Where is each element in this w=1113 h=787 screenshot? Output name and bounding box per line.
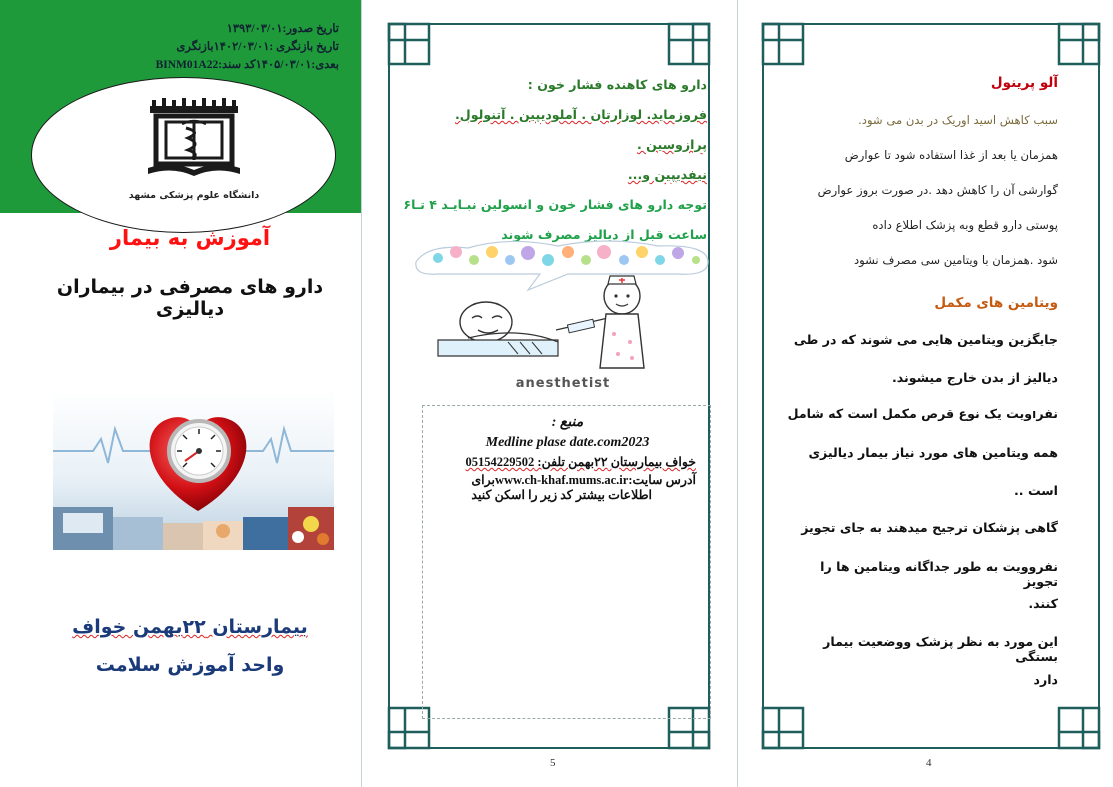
source-box	[422, 405, 711, 719]
frame-corner-ornament-icon	[668, 23, 710, 65]
timing-note: توجه دارو های فشار خون و انسولین نبـایـد ۴ تـا۶	[403, 197, 707, 212]
bp-drug-list: فروزماید. لوزارتان . آملودیپین . آتنولول. پرازوسین .	[455, 107, 707, 152]
allopurinol-line: گوارشی آن را کاهش دهد .در صورت بروز عوارض	[817, 183, 1058, 197]
column-divider-right	[737, 0, 738, 787]
heart-gauge-collage-image	[53, 389, 334, 550]
allopurinol-line: پوستی دارو قطع وبه پزشک اطلاع داده	[872, 218, 1058, 232]
frame-corner-ornament-icon	[762, 707, 804, 749]
vitamin-line: دیالیز از بدن خارج میشوند.	[891, 370, 1058, 385]
allopurinol-heading: آلو پرینول	[990, 75, 1058, 91]
frame-corner-ornament-icon	[388, 23, 430, 65]
vitamin-line: جایگزین ویتامین هایی می شوند که در طی	[793, 332, 1058, 347]
allopurinol-line: شود .همزمان با ویتامین سی مصرف نشود	[853, 253, 1058, 267]
vitamin-line: این مورد به نظر پزشک ووضعیت بیمار بستگی	[823, 634, 1058, 664]
vitamin-heading: ویتامین های مکمل	[934, 295, 1058, 311]
page-number-4: 4	[926, 757, 932, 769]
page-number-5: 5	[550, 757, 556, 769]
bp-drug-list-cont: نیفدیپین و...	[627, 167, 707, 182]
scan-qr-line: اطلاعات بیشتر کد زیر را اسکن کنید	[471, 488, 652, 502]
vitamin-line: کنند.	[1028, 596, 1058, 611]
frame-corner-ornament-icon	[1058, 707, 1100, 749]
frame-corner-ornament-icon	[1058, 23, 1100, 65]
hospital-name: بیمارستان ۲۲بهمن خواف	[72, 616, 308, 638]
vitamin-line: نفرוویت یک نوع قرص مکمل است که شامل	[787, 406, 1058, 421]
logo-caption: دانشگاه علوم پزشکی مشهد	[128, 190, 260, 201]
vitamin-line: نفروویت به طور جداگانه ویتامین ها را تجویز	[820, 559, 1058, 589]
source-site: Medline plase date.com2023	[485, 435, 650, 450]
vitamin-line: دارد	[1033, 672, 1058, 687]
vitamin-line: همه ویتامین های مورد نیاز بیمار دیالیزی	[808, 445, 1058, 460]
allopurinol-line: همزمان یا بعد از غذا استفاده شود تا عوارض	[844, 148, 1058, 162]
cover-panel	[0, 0, 361, 787]
issue-date: تاریخ صدور:۱۳۹۳/۰۳/۰۱	[226, 23, 339, 35]
anesthetist-cartoon-image	[408, 238, 718, 396]
timing-note-cont: ساعت قبل از دیالیز مصرف شوند	[501, 227, 707, 242]
document-meta	[9, 20, 339, 74]
source-label: منبع :	[551, 415, 584, 430]
column-divider-left	[361, 0, 362, 787]
hospital-phone: خواف بیمارستان ۲۲بهمن تلفن: 05154229502	[465, 455, 696, 469]
next-review-code: بعدی:۱۴۰۵/۰۳/۰۱کد سند:BINM01A22	[155, 59, 339, 71]
bp-heading: دارو های کاهنده فشار خون :	[527, 77, 707, 92]
vitamin-line: گاهی پزشکان ترجیح میدهند به جای تجویز	[801, 520, 1058, 535]
vitamin-line: است ..	[1014, 483, 1058, 498]
brochure-title: دارو های مصرفی در بیماران دیالیزی	[56, 276, 324, 320]
website-line: آدرس سایت:www.ch-khaf.mums.ac.irبرای	[471, 473, 696, 487]
frame-corner-ornament-icon	[762, 23, 804, 65]
cartoon-caption: anesthetist	[515, 376, 611, 391]
bp-drugs-section	[399, 70, 707, 250]
health-education-unit: واحد آموزش سلامت	[95, 654, 285, 676]
university-logo-icon	[128, 98, 260, 204]
allopurinol-line: سبب کاهش اسید اوریک در بدن می شود.	[858, 113, 1058, 127]
education-title: آموزش به بیمار	[109, 226, 271, 250]
review-date: تاریخ بازنگری :۱۴۰۲/۰۳/۰۱بازنگری	[176, 41, 339, 53]
